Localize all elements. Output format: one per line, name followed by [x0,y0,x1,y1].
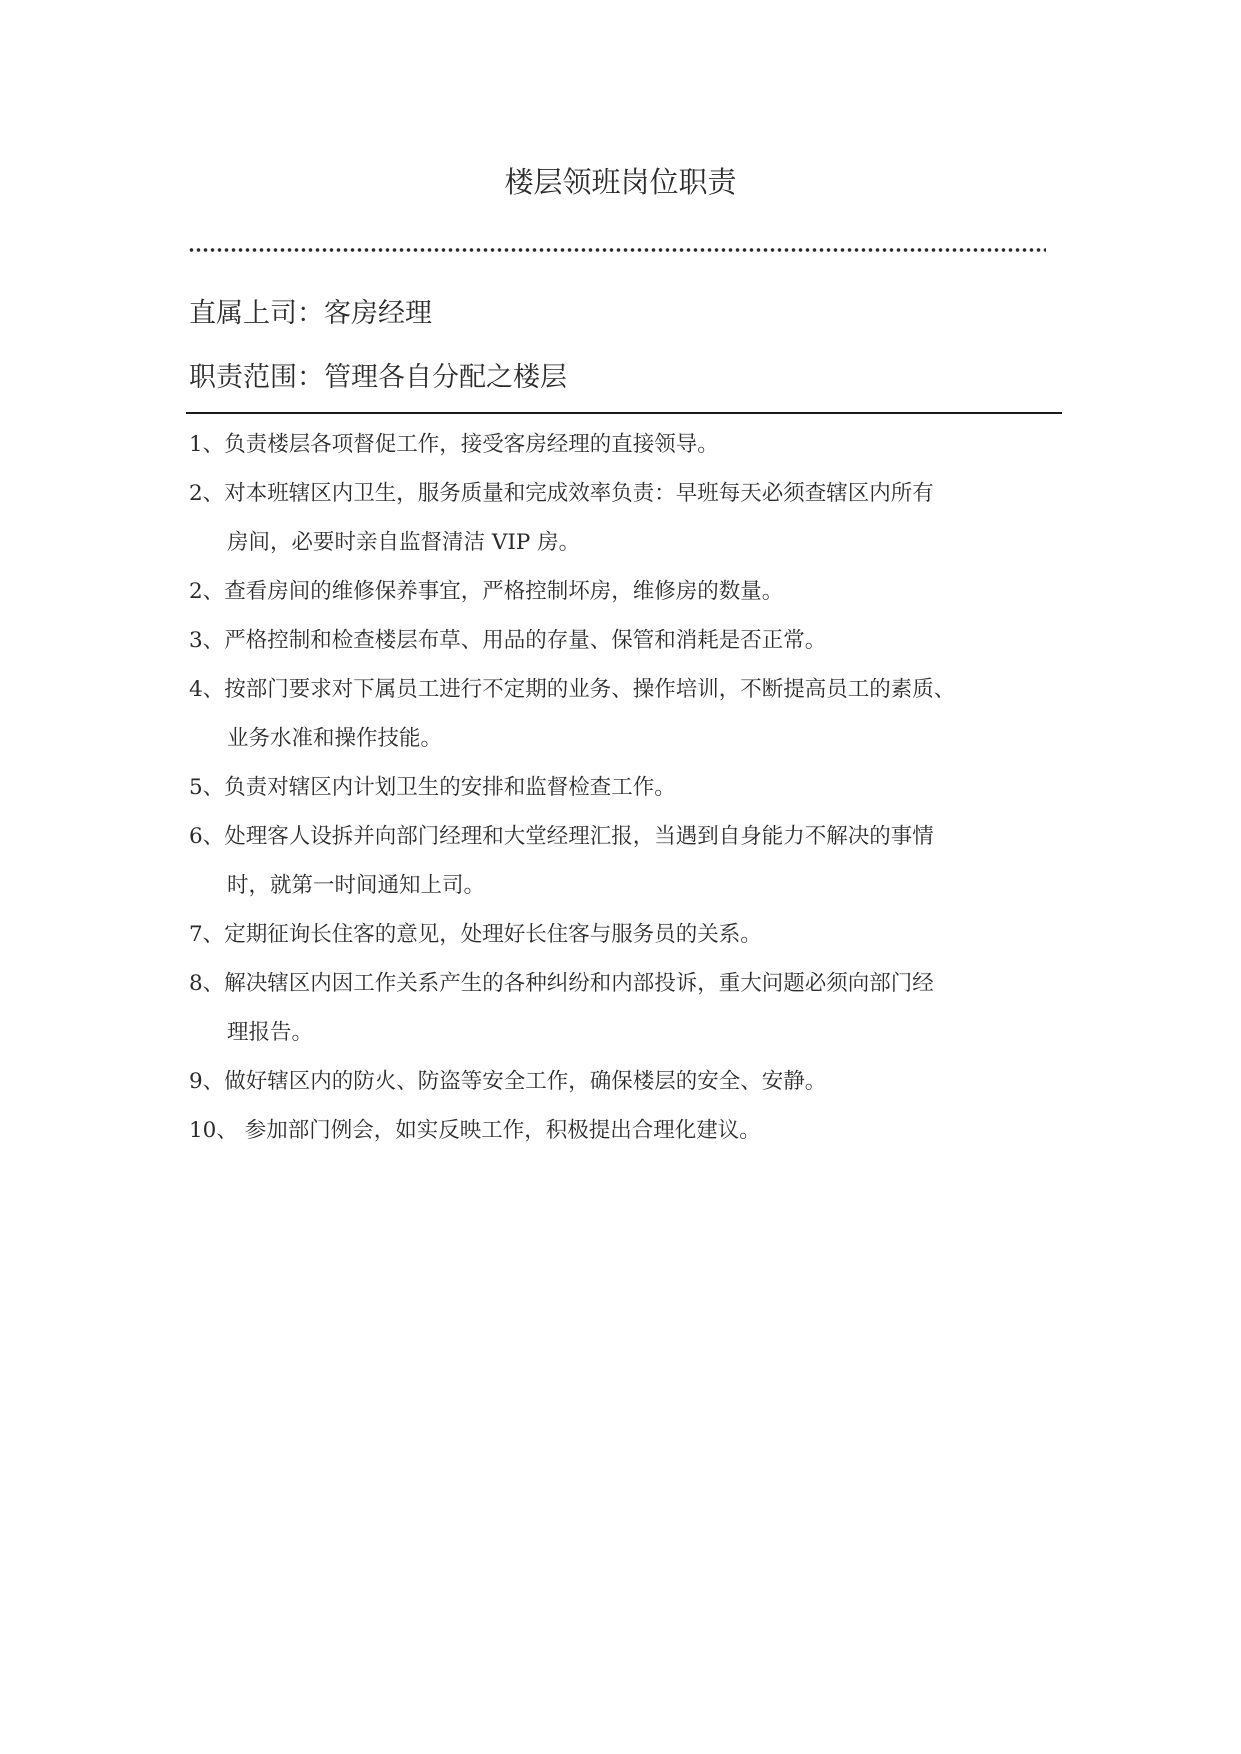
duty-item [189,1106,1059,1155]
duty-text-continued: 时，就第一时间通知上司。 [227,873,486,898]
duty-item [189,616,1059,665]
duty-item [189,1057,1059,1106]
supervisor-line [189,294,432,334]
duty-text-continued: 房间，必要时亲自监督清洁 VIP 房。 [227,530,581,555]
duty-number: 7、 [189,922,225,947]
duty-item [189,763,1059,812]
duty-number: 2、 [189,579,225,604]
horizontal-rule [186,412,1062,414]
duty-item [189,420,1059,469]
dotted-divider-fill [188,247,1046,253]
duty-item [189,910,1059,959]
duty-text: 定期征询长住客的意见，处理好长住客与服务员的关系。 [224,922,762,947]
scope-value: 管理各自分配之楼层 [324,362,567,393]
duty-item [189,812,1059,910]
duty-text: 严格控制和检查楼层布草、用品的存量、保管和消耗是否正常。 [224,628,827,653]
duty-text: 做好辖区内的防火、防盗等安全工作，确保楼层的安全、安静。 [224,1069,827,1094]
scope-label: 职责范围： [189,362,324,393]
duty-text-continued: 理报告。 [227,1020,314,1045]
supervisor-value: 客房经理 [324,298,432,329]
duty-number: 5、 [189,775,225,800]
supervisor-label: 直属上司： [189,298,324,329]
duty-text: 解决辖区内因工作关系产生的各种纠纷和内部投诉，重大问题必须向部门经 [224,971,934,996]
duty-item [189,469,1059,567]
duty-number: 2、 [189,481,225,506]
duty-number: 1、 [189,432,225,457]
duty-number: 8、 [189,971,225,996]
document-title: 楼层领班岗位职责 [504,165,737,199]
duty-text: 对本班辖区内卫生，服务质量和完成效率负责：早班每天必须查辖区内所有 [224,481,934,506]
duty-list [189,420,1059,1155]
duty-number: 9、 [189,1069,225,1094]
duty-number: 10、 [189,1118,238,1143]
dotted-divider [188,244,1046,256]
duty-text: 参加部门例会，如实反映工作，积极提出合理化建议。 [237,1118,761,1143]
duty-number: 4、 [189,677,225,702]
duty-text-continued: 业务水准和操作技能。 [227,726,443,751]
duty-text: 查看房间的维修保养事宜，严格控制坏房，维修房的数量。 [224,579,784,604]
duty-number: 3、 [189,628,225,653]
duty-number: 6、 [189,824,225,849]
duty-text: 处理客人设拆并向部门经理和大堂经理汇报，当遇到自身能力不解决的事情 [224,824,934,849]
scope-line [189,358,567,398]
duty-item [189,959,1059,1057]
duty-item [189,665,1059,763]
duty-text: 负责对辖区内计划卫生的安排和监督检查工作。 [224,775,676,800]
duty-item [189,567,1059,616]
duty-text: 负责楼层各项督促工作，接受客房经理的直接领导。 [224,432,719,457]
duty-text: 按部门要求对下属员工进行不定期的业务、操作培训，不断提高员工的素质、 [224,677,956,702]
